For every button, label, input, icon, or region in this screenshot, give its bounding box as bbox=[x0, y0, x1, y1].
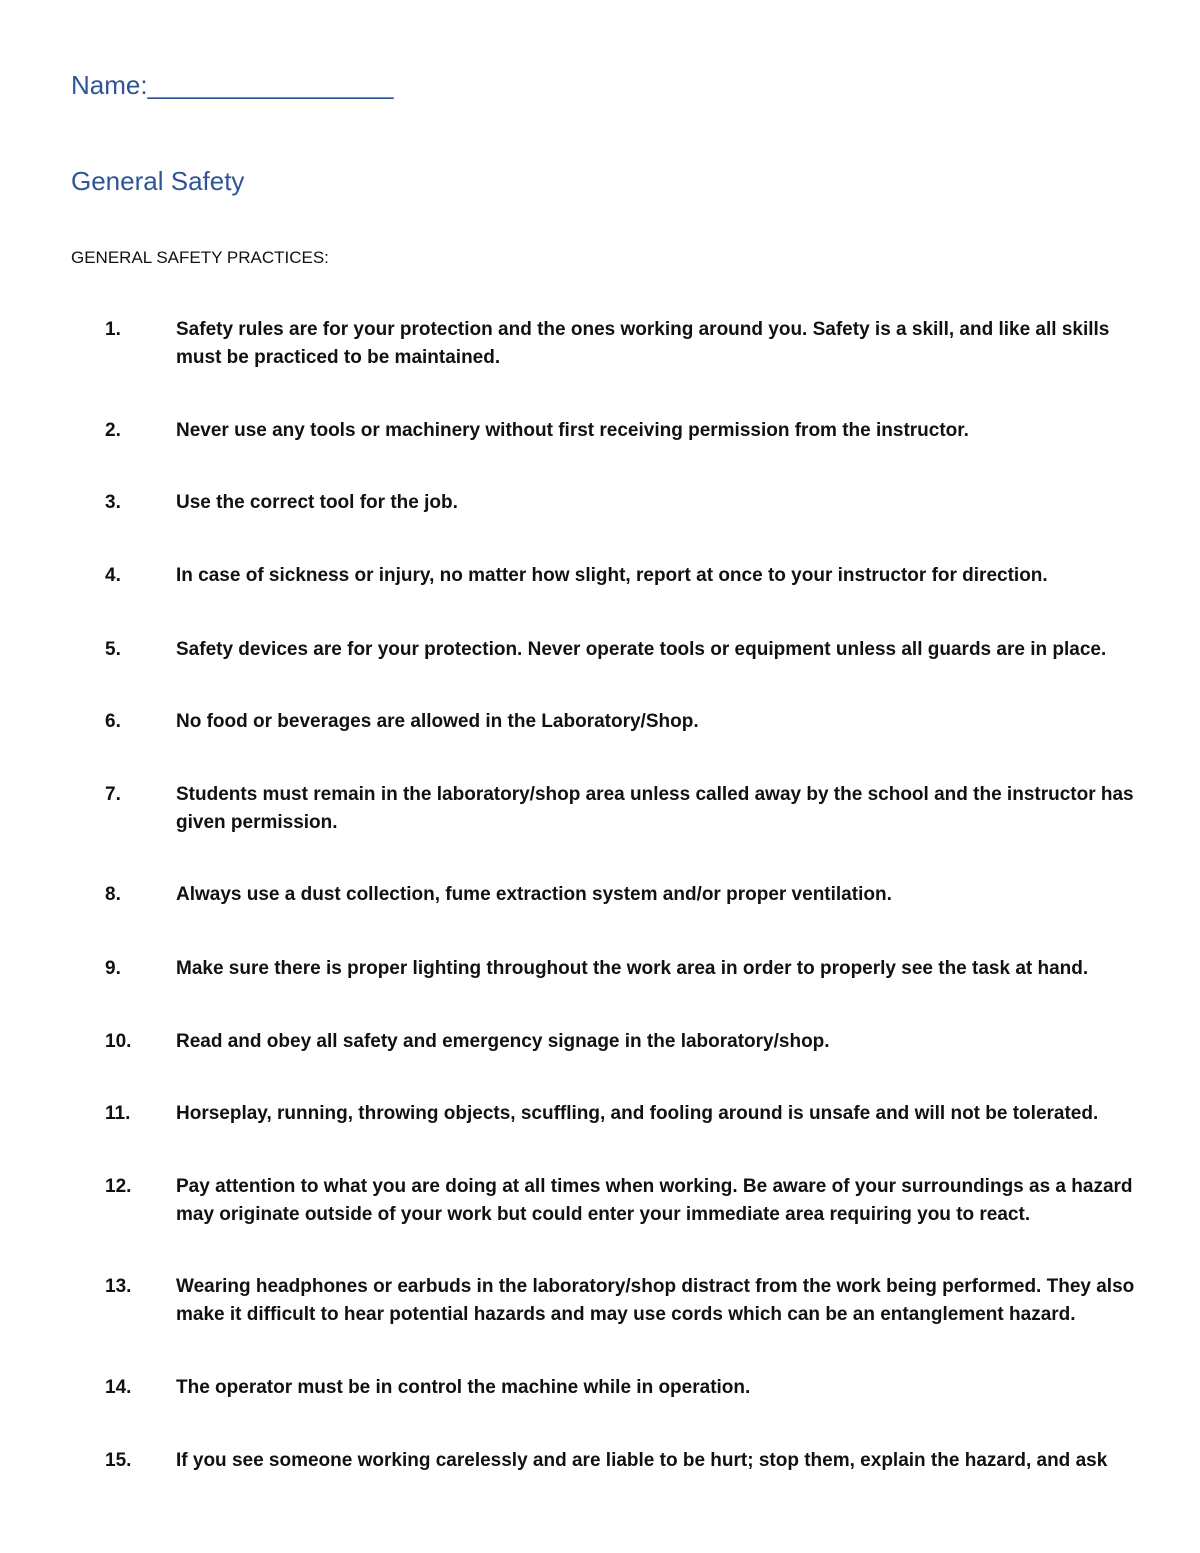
list-item-text: If you see someone working carelessly and are liable to be hurt; stop them, explain the hazard, and ask bbox=[176, 1450, 1108, 1471]
list-item-number: 1. bbox=[105, 319, 121, 340]
list-item-number: 5. bbox=[105, 639, 121, 660]
list-item-text: The operator must be in control the machine while in operation. bbox=[176, 1377, 751, 1398]
list-item-number: 9. bbox=[105, 958, 121, 979]
list-item-number: 8. bbox=[105, 884, 121, 905]
list-item-text: Safety devices are for your protection. Never operate tools or equipment unless all guards are in place. bbox=[176, 639, 1107, 660]
list-item-number: 10. bbox=[105, 1031, 132, 1052]
list-item-text: Wearing headphones or earbuds in the laboratory/shop distract from the work being performed. They also make it difficult to hear potential hazards and may use cords which can be an entanglement hazard. bbox=[176, 1276, 1135, 1325]
list-item-text: Safety rules are for your protection and the ones working around you. Safety is a skill, and like all skills must be practiced to be maintained. bbox=[176, 319, 1110, 368]
list-item-text: Use the correct tool for the job. bbox=[176, 492, 458, 513]
list-item-number: 2. bbox=[105, 420, 121, 441]
section-heading: GENERAL SAFETY PRACTICES: bbox=[71, 248, 329, 267]
list-item-number: 3. bbox=[105, 492, 121, 513]
list-item-number: 4. bbox=[105, 565, 121, 586]
list-item-text: Students must remain in the laboratory/shop area unless called away by the school and the instructor has given permission. bbox=[176, 784, 1134, 833]
list-item-text: Read and obey all safety and emergency signage in the laboratory/shop. bbox=[176, 1031, 830, 1052]
list-item-text: Always use a dust collection, fume extraction system and/or proper ventilation. bbox=[176, 884, 892, 905]
list-item-number: 14. bbox=[105, 1377, 132, 1398]
list-item-number: 7. bbox=[105, 784, 121, 805]
list-item-number: 11. bbox=[105, 1103, 131, 1124]
list-item-text: Never use any tools or machinery without first receiving permission from the instructor. bbox=[176, 420, 969, 441]
list-item-text: In case of sickness or injury, no matter how slight, report at once to your instructor for direction. bbox=[176, 565, 1048, 586]
list-item-text: Pay attention to what you are doing at all times when working. Be aware of your surroundings as a hazard may originate outside of your work but could enter your immediate area requiring you to react. bbox=[176, 1176, 1133, 1225]
list-item-number: 6. bbox=[105, 711, 121, 732]
list-item-text: Horseplay, running, throwing objects, scuffling, and fooling around is unsafe and will not be tolerated. bbox=[176, 1103, 1099, 1124]
list-item-number: 15. bbox=[105, 1450, 132, 1471]
page-title: General Safety bbox=[71, 166, 245, 196]
list-item-text: No food or beverages are allowed in the Laboratory/Shop. bbox=[176, 711, 699, 732]
list-item-number: 12. bbox=[105, 1176, 132, 1197]
name-field-label: Name:_________________ bbox=[71, 70, 394, 100]
list-item-number: 13. bbox=[105, 1276, 132, 1297]
list-item-text: Make sure there is proper lighting throughout the work area in order to properly see the task at hand. bbox=[176, 958, 1089, 979]
